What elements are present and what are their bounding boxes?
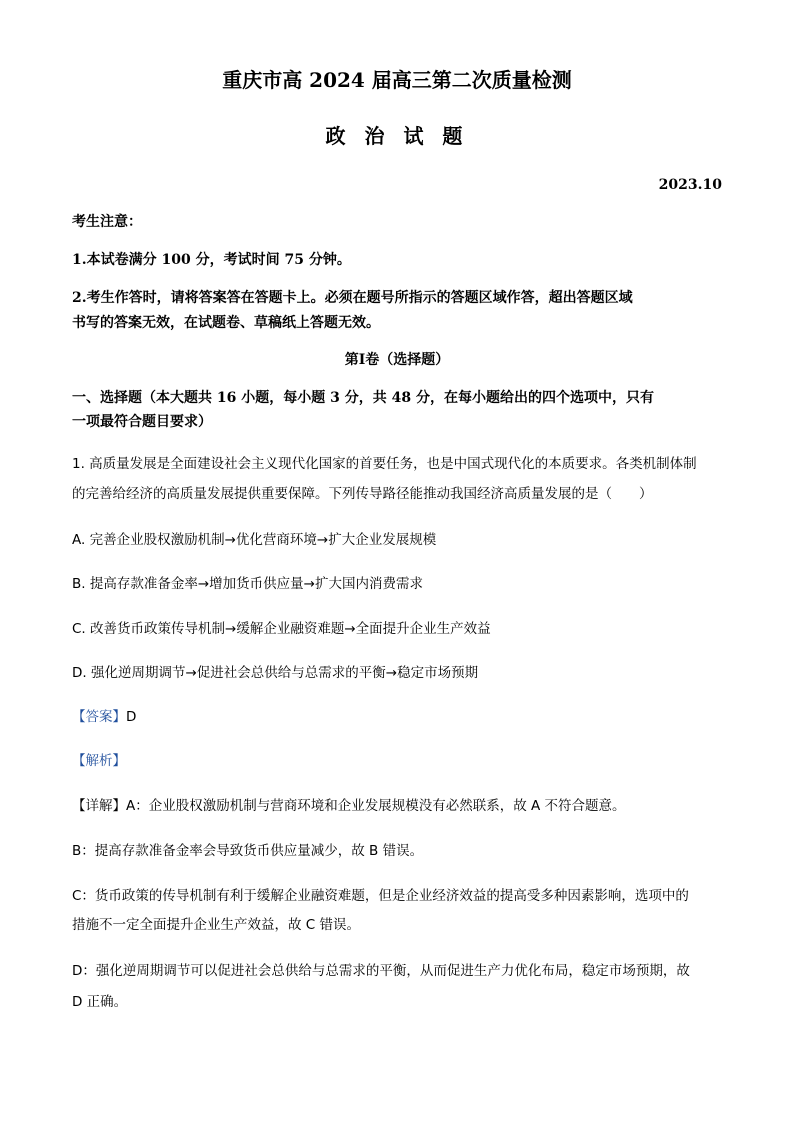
analysis-label: 【解析】 [72, 753, 126, 769]
option-b: B. 提高存款准备金率→增加货币供应量→扩大国内消费需求 [72, 576, 423, 592]
detail-c-line-2: 措施不一定全面提升企业生产效益，故 C 错误。 [72, 917, 361, 933]
answer-label: 【答案】 [72, 709, 126, 725]
answer-value: D [126, 709, 137, 725]
exam-subtitle: 政 治 试 题 [325, 124, 469, 148]
exam-date: 2023.10 [658, 177, 722, 193]
answer-row [72, 707, 722, 727]
detail-a: A：企业股权激励机制与营商环境和企业发展规模没有必然联系，故 A 不符合题意。 [126, 798, 626, 814]
detail-d-line-1: D：强化逆周期调节可以促进社会总供给与总需求的平衡，从而促进生产力优化布局，稳定市场预期，故 [72, 963, 690, 979]
notice-heading: 考生注意： [72, 214, 142, 230]
notice-item-2-line-2: 书写的答案无效，在试题卷、草稿纸上答题无效。 [72, 315, 380, 331]
section-heading-line-2: 一项最符合题目要求） [72, 414, 212, 430]
question-stem-line-1: 1. 高质量发展是全面建设社会主义现代化国家的首要任务，也是中国式现代化的本质要求。各类机制体制 [72, 456, 697, 472]
detail-label: 【详解】 [72, 798, 126, 814]
section-heading-line-1: 一、选择题（本大题共 16 小题，每小题 3 分，共 48 分，在每小题给出的四个选项中，只有 [72, 390, 654, 406]
option-c: C. 改善货币政策传导机制→缓解企业融资难题→全面提升企业生产效益 [72, 621, 491, 637]
notice-item-1: 1.本试卷满分 100 分，考试时间 75 分钟。 [72, 252, 351, 268]
notice-item-2-line-1: 2.考生作答时，请将答案答在答题卡上。必须在题号所指示的答题区域作答，超出答题区域 [72, 290, 633, 306]
analysis-row [72, 751, 722, 771]
question-stem-line-2: 的完善给经济的高质量发展提供重要保障。下列传导路径能推动我国经济高质量发展的是（ ） [72, 486, 653, 502]
detail-d-line-2: D 正确。 [72, 994, 128, 1010]
option-a: A. 完善企业股权激励机制→优化营商环境→扩大企业发展规模 [72, 532, 437, 548]
section-title: 第Ⅰ卷（选择题） [344, 352, 450, 368]
detail-a-row [72, 796, 722, 816]
detail-b: B：提高存款准备金率会导致货币供应量减少，故 B 错误。 [72, 843, 424, 859]
option-d: D. 强化逆周期调节→促进社会总供给与总需求的平衡→稳定市场预期 [72, 665, 479, 681]
exam-title: 重庆市高 2024 届高三第二次质量检测 [222, 68, 572, 92]
detail-c-line-1: C：货币政策的传导机制有利于缓解企业融资难题，但是企业经济效益的提高受多种因素影响，选项中的 [72, 888, 689, 904]
